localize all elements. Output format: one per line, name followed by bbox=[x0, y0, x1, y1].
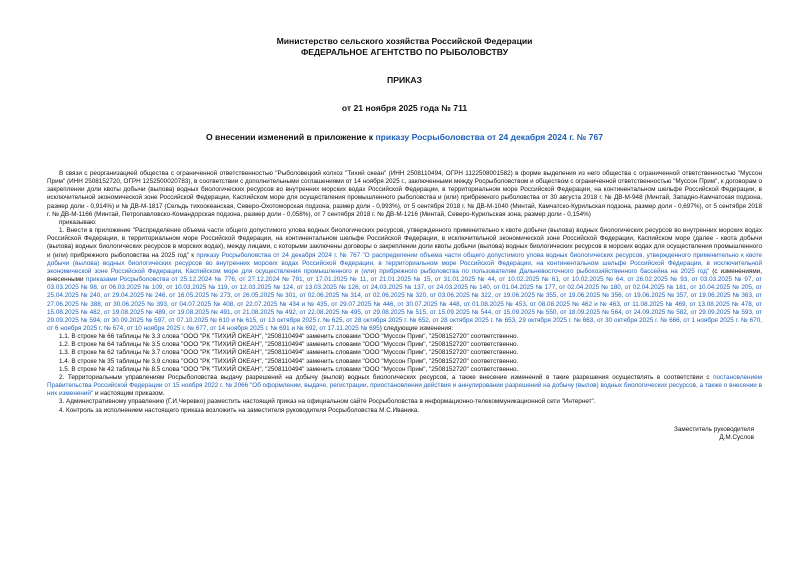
order-767-link[interactable]: приказу Росрыболовства от 24 декабря 2024 г. № 767 "О распределении объема части общего допустимого улова водных биологических ресурсов, утвержденного применительно к квоте добычи (вылова) водных биологических ресурсов во внутренних морских водах Российской Федерации, в территориальном море Российской Федерации, на континентальном шельфе Российской Федерации, в исключительной экономической зоне Российской Федерации, Каспийском море для осуществления промышленного и (или) прибрежного рыболовства по пользователям Дальневосточного рыбохозяйственного бассейна на 2025 год" bbox=[47, 251, 762, 275]
government-decree-link[interactable]: постановлением Правительства Российской Федерации от 15 ноября 2022 г. № 2066 "Об оформлении, выдаче, регистрации, приостановлении действия и аннулировании разрешений на добычу (вылов) водных биологических ресурсов, а также о внесении в них изменений" bbox=[47, 373, 762, 398]
document-type: ПРИКАЗ bbox=[387, 75, 422, 85]
intro-paragraph: В связи с реорганизацией общества с ограниченной ответственностью "Рыболовецкий колхоз "Тихий океан" (ИНН 2508110494, ОГРН 1122508001582) в форме выделения из него общества с ограниченной ответственностью "Муссон Прим" (ИНН 2508152720, ОГРН 1252500020783), в соответствии с дополнительными соглашениями от 14 ноября 2025 г., заключенными между Росрыболовством и обществом с ограниченной ответственностью "Муссон Прим", к договорам о закреплении доли квоты добычи (вылова) водных биологических ресурсов во внутренних морских водах Российской Федерации, в территориальном море Российской Федерации, на континентальном шельфе Российской Федерации, в исключительной экономической зоне Российской Федерации, Каспийском море для осуществления промышленного рыболовства и (или) прибрежного рыболовства от 30 августа 2018 г. № ДВ-М-948 (Минтай, Западно-Камчатская подзона, размер доли - 0,914%) и № ДВ-М-1817 (Сельдь тихоокеанская, Северо-Охотоморская подзона, размер доли - 0,993%), от 5 сентября 2018 г. № ДВ-М-1040 (Минтай, Камчатско-Курильская подзона, размер доли - 0,697%), от 5 сентября 2018 г. № ДВ-М-1166 (Минтай, Петропавловско-Командорская подзона, размер доли - 0,058%), от 7 сентября 2018 г. № ДВ-М-1216 (Минтай, Северо-Курильская зона, размер доли - 0,154%) bbox=[47, 170, 762, 218]
paragraph-2 bbox=[47, 374, 762, 398]
agency-name: ФЕДЕРАЛЬНОЕ АГЕНТСТВО ПО РЫБОЛОВСТВУ bbox=[300, 47, 509, 57]
list-item: 1.1. В строке № 66 таблицы № 3.3 слова "ООО "РК "ТИХИЙ ОКЕАН", "2508110494" заменить словами "ООО "Муссон Прим", "2508152720" соответственно. bbox=[59, 333, 519, 341]
p1-text-c: ) следующие изменения: bbox=[379, 324, 454, 332]
ministry-name: Министерство сельского хозяйства Российской Федерации bbox=[276, 36, 533, 46]
document-body bbox=[47, 170, 762, 415]
list-item: 1.5. В строке № 42 таблицы № 8.5 слова "ООО "РК "ТИХИЙ ОКЕАН", "2508110494" заменить словами "ООО "Муссон Прим", "2508152720" соответственно. bbox=[59, 365, 519, 373]
p2-text-a: 2. Территориальным управлениям Росрыболовства выдачу разрешений на добычу (вылов) водных биологических ресурсов, а также внесение изменений в такие разрешения осуществлять в соответствии с bbox=[59, 373, 714, 381]
title-text: О внесении изменений в приложение к bbox=[205, 132, 376, 142]
document-date-number: от 21 ноября 2025 года № 711 bbox=[341, 103, 468, 113]
paragraph-3: 3. Административному управлению (Г.И.Черевко) разместить настоящий приказ на официальном сайте Росрыболовства в информационно-телекоммуникационной сети "Интернет". bbox=[59, 398, 596, 406]
amending-orders-link[interactable]: приказами Росрыболовства от 25.12.2024 № 776, от 27.12.2024 № 791, от 17.01.2025 № 11, от 21.01.2025 № 15, от 31.01.2025 № 44, от 10.02.2025 № 61, от 10.02.2025 № 64, от 26.02.2025 № 93, от 03.03.2025 № 97, от 03.03.2025 № 98, от 06.03.2025 № 109, от 10.03.2025 № 119, от 12.03.2025 № 124, от 13.03.2025 № 126, от 24.03.2025 № 137, от 24.03.2025 № 140, от 01.04.2025 № 177, от 02.04.2025 № 180, от 02.04.2025 № 181, от 10.04.2025 № 205, от 25.04.2025 № 240, от 29.04.2025 № 246, от 16.05.2025 № 273, от 26.05.2025 № 301, от 02.06.2025 № 314, от 02.06.2025 № 320, от 03.06.2025 № 322, от 19.06.2025 № 355, от 19.06.2025 № 356, от 19.06.2025 № 357, от 19.06.2025 № 363, от 27.06.2025 № 388, от 30.06.2025 № 393, от 04.07.2025 № 408, от 22.07.2025 № 434 и № 435, от 29.07.2025 № 446, от 30.07.2025 № 448, от 01.08.2025 № 453, от 08.08.2025 № 462 и № 463, от 11.08.2025 № 469, от 13.08.2025 № 478, от 15.08.2025 № 482, от 19.08.2025 № 489, от 19.08.2025 № 491, от 21.08.2025 № 492, от 22.08.2025 № 495, от 29.08.2025 № 515, от 15.09.2025 № 544, от 15.09.2025 № 550, от 18.09.2025 № 564, от 24.09.2025 № 582, от 29.09.2025 № 593, от 29.09.2025 № 594, от 30.09.2025 № 597, от 07.10.2025 № 610 и № 615, от 13 октября 2025 г. № 625, от 28 октября 2025 г. № 652, от 28 октября 2025 г. № 653, 29 октября 2025 г. № 663, от 30 октября 2025 г. № 666, от 1 ноября 2025 г. № 670, от 6 ноября 2025 г. № 674, от 10 ноября 2025 г. № 677, от 14 ноября 2025 г. № 691 и № 692, от 17.11.2025 № 695 bbox=[47, 276, 762, 332]
paragraph-4: 4. Контроль за исполнением настоящего приказа возложить на заместителя руководителя Росрыболовства М.С.Иваника. bbox=[59, 406, 420, 414]
title-order-link[interactable]: приказу Росрыболовства от 24 декабря 2024 г. № 767 bbox=[375, 132, 604, 142]
p2-text-b: и настоящим приказом. bbox=[93, 390, 165, 398]
document-title bbox=[47, 132, 762, 143]
p1-text-a: 1. Внести в приложение "Распределение объема части общего допустимого улова водных биологических ресурсов, утвержденного применительно к квоте добычи (вылова) водных биологических ресурсов во внутренних морских водах Российской Федерации, в территориальном море Российской Федерации, на континентальном шельфе Российской Федерации, в исключительной экономической зоне Российской Федерации, Каспийском море (далее - квота добычи (вылова) водных биологических ресурсов в морских водах), между лицами, с которыми заключены договоры о закреплении доли квоты добычи (вылова) водных биологических ресурсов в морских водах для осуществления промышленного и (или) прибрежного рыболовства на 2025 год" к bbox=[47, 227, 762, 259]
paragraph-1 bbox=[47, 227, 762, 333]
signature-block bbox=[47, 426, 762, 443]
signatory-position: Заместитель руководителя bbox=[673, 425, 754, 433]
signatory-name: Д.М.Суслов bbox=[719, 434, 754, 442]
p1-text-b: (с изменениями, внесенными bbox=[47, 267, 762, 284]
list-item: 1.3. В строке № 62 таблицы № 3.7 слова "ООО "РК "ТИХИЙ ОКЕАН", "2508110494" заменить словами "ООО "Муссон Прим", "2508152720" соответственно. bbox=[59, 349, 519, 357]
list-item: 1.2. В строке № 64 таблицы № 3.5 слова "ООО "РК "ТИХИЙ ОКЕАН", "2508110494" заменить словами "ООО "Муссон Прим", "2508152720" соответственно. bbox=[59, 341, 519, 349]
prikazyvayu-text: приказываю: bbox=[59, 218, 97, 226]
list-item: 1.4. В строке № 35 таблицы № 3.9 слова "ООО "РК "ТИХИЙ ОКЕАН", "2508110494" заменить словами "ООО "Муссон Прим", "2508152720" соответственно. bbox=[59, 357, 519, 365]
